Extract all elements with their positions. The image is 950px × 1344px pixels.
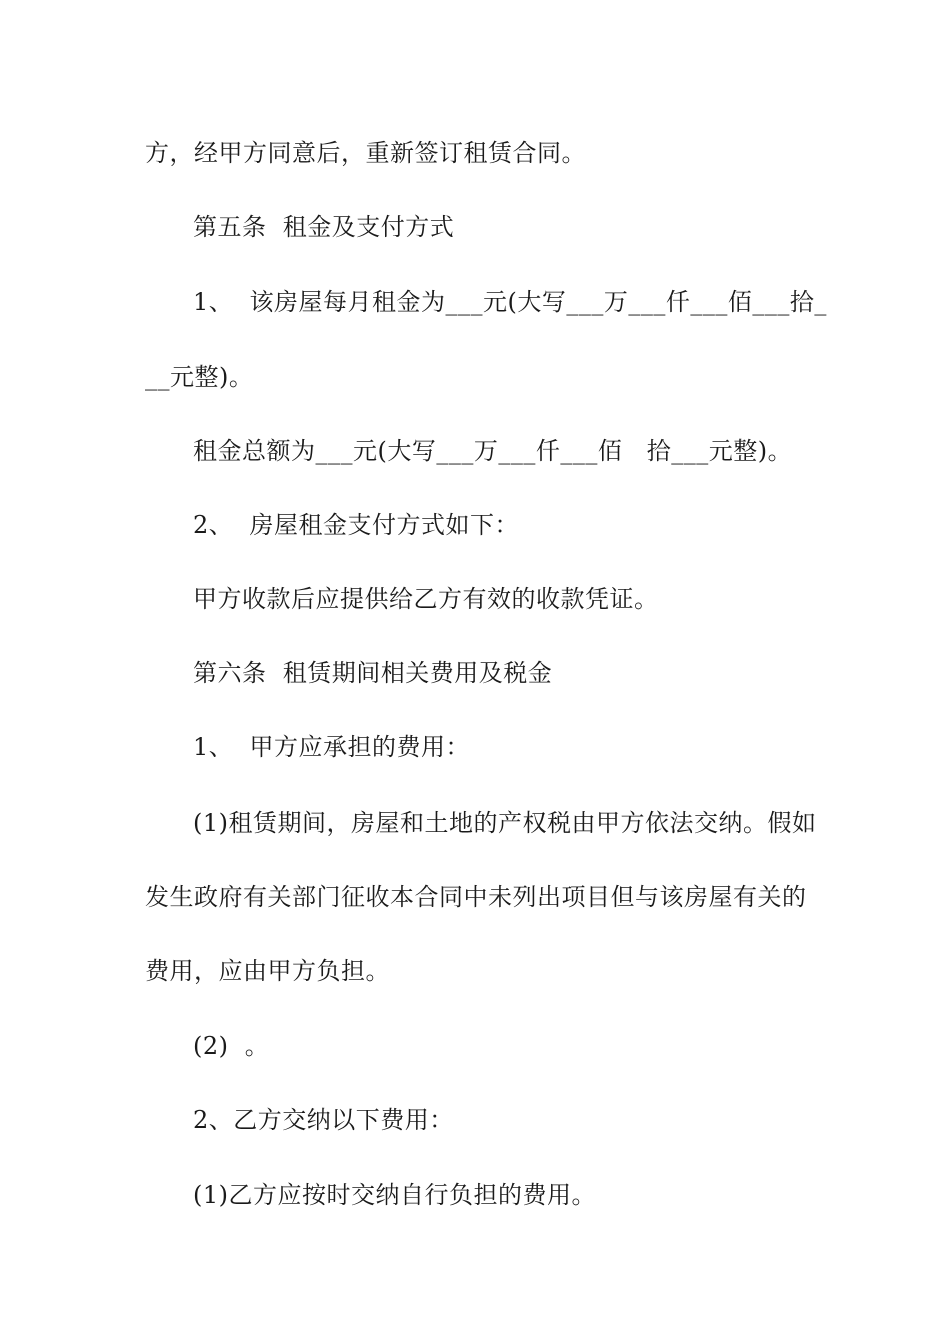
article-heading-5: 第五条 租金及支付方式	[193, 213, 455, 241]
article-heading-6: 第六条 租赁期间相关费用及税金	[193, 659, 553, 687]
paragraph-line: (2) 。	[193, 1032, 270, 1060]
paragraph-line: 方，经甲方同意后，重新签订租赁合同。	[145, 139, 586, 167]
paragraph-line: 2、乙方交纳以下费用：	[193, 1106, 454, 1134]
paragraph-line: 发生政府有关部门征收本合同中未列出项目但与该房屋有关的	[145, 883, 807, 911]
paragraph-line: __元整)。	[145, 363, 254, 391]
paragraph-line: 甲方收款后应提供给乙方有效的收款凭证。	[193, 585, 659, 613]
paragraph-line: 1、 该房屋每月租金为___元(大写___万___仟___佰___拾_	[193, 288, 827, 316]
paragraph-line: 1、 甲方应承担的费用：	[193, 733, 471, 761]
paragraph-line: 租金总额为___元(大写___万___仟___佰 拾___元整)。	[193, 437, 793, 465]
paragraph-line: 2、 房屋租金支付方式如下：	[193, 511, 520, 539]
paragraph-line: (1)租赁期间，房屋和土地的产权税由甲方依法交纳。假如	[193, 809, 817, 837]
paragraph-line: (1)乙方应按时交纳自行负担的费用。	[193, 1181, 596, 1209]
paragraph-line: 费用，应由甲方负担。	[145, 957, 390, 985]
